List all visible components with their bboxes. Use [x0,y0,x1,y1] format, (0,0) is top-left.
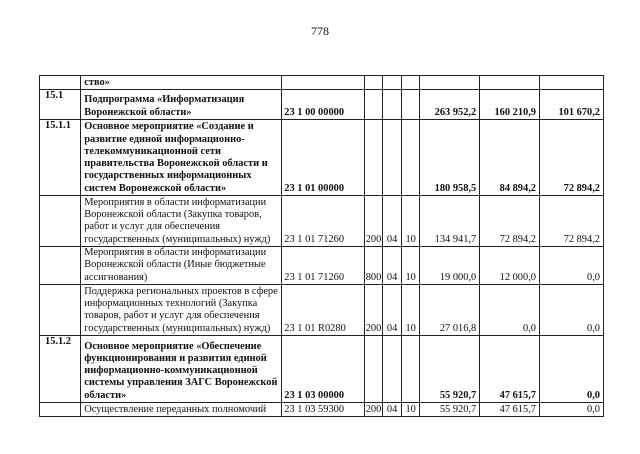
row-amount-year3: 101 670,2 [540,90,604,120]
row-section [383,90,402,120]
row-subsection [401,76,420,90]
row-amount-year2: 47 615,7 [480,336,540,403]
row-amount-year1: 27 016,8 [420,285,480,336]
row-amount-year2: 72 894,2 [480,196,540,247]
row-expense-type: 800 [364,247,383,285]
row-amount-year1: 180 958,5 [420,120,480,196]
table-row [40,403,604,417]
row-expense-type [364,120,383,196]
row-subsection: 10 [401,196,420,247]
table-row [40,90,604,120]
row-name: ство» [81,76,282,90]
row-amount-year3: 0,0 [540,285,604,336]
table-row [40,76,604,90]
row-code: 23 1 01 R0280 [282,285,364,336]
row-number [40,247,81,285]
table-row [40,120,604,196]
row-amount-year2: 47 615,7 [480,403,540,417]
row-section: 04 [383,196,402,247]
row-expense-type: 200 [364,196,383,247]
row-amount-year1: 19 000,0 [420,247,480,285]
row-amount-year1: 263 952,2 [420,90,480,120]
row-amount-year1: 55 920,7 [420,403,480,417]
row-subsection: 10 [401,403,420,417]
row-number [40,285,81,336]
row-code: 23 1 01 71260 [282,247,364,285]
row-expense-type: 200 [364,285,383,336]
row-code: 23 1 00 00000 [282,90,364,120]
row-amount-year2: 12 000,0 [480,247,540,285]
row-name: Подпрограмма «Информатизация Воронежской области» [81,90,282,120]
row-name: Основное мероприятие «Создание и развитие единой информационно-телекоммуникационной сети правительства Воронежской области и государственных информационных систем Воронежской области» [81,120,282,196]
row-section: 04 [383,403,402,417]
row-amount-year1: 55 920,7 [420,336,480,403]
row-subsection [401,336,420,403]
row-number [40,196,81,247]
row-amount-year3: 72 894,2 [540,120,604,196]
row-amount-year1 [420,76,480,90]
row-expense-type [364,76,383,90]
row-amount-year3: 0,0 [540,336,604,403]
row-name: Осуществление переданных полномочий [81,403,282,417]
row-subsection [401,90,420,120]
row-number: 15.1.1 [40,120,81,196]
row-code: 23 1 01 71260 [282,196,364,247]
row-amount-year3: 0,0 [540,247,604,285]
budget-table [39,75,604,417]
row-expense-type [364,336,383,403]
table-row [40,336,604,403]
row-section [383,76,402,90]
row-amount-year1: 134 941,7 [420,196,480,247]
row-number: 15.1.2 [40,336,81,403]
row-expense-type: 200 [365,403,382,415]
row-name: Основное мероприятие «Обеспечение функционирования и развития единой информационно-коммуникационной системы управления ЗАГС Воронежской области» [81,336,282,403]
row-amount-year3: 72 894,2 [540,196,604,247]
row-name: Мероприятия в области информатизации Воронежской области (Иные бюджетные ассигнования) [81,247,282,285]
row-code: 23 1 01 00000 [282,120,364,196]
row-subsection [401,120,420,196]
row-code [282,76,364,90]
row-section [383,120,402,196]
row-expense-type [364,90,383,120]
page-number: 778 [311,24,329,38]
row-amount-year3 [540,76,604,90]
row-amount-year2: 160 210,9 [480,90,540,120]
row-section [383,336,402,403]
row-number [40,76,81,90]
table-row [40,247,604,285]
row-amount-year2: 0,0 [480,285,540,336]
row-name: Мероприятия в области информатизации Воронежской области (Закупка товаров, работ и услуг для обеспечения государственных (муниципальных) нужд) [81,196,282,247]
row-code: 23 1 03 59300 [282,403,364,417]
row-code: 23 1 03 00000 [282,336,364,403]
row-number [40,403,81,417]
row-section: 04 [383,247,402,285]
row-section: 04 [383,285,402,336]
row-name: Поддержка региональных проектов в сфере информационных технологий (Закупка товаров, работ и услуг для обеспечения государственных (муниципальных) нужд) [81,285,282,336]
row-subsection: 10 [401,247,420,285]
table-row [40,285,604,336]
row-number: 15.1 [40,90,81,120]
row-amount-year2 [480,76,540,90]
table-row [40,196,604,247]
row-amount-year2: 84 894,2 [480,120,540,196]
row-amount-year3: 0,0 [540,403,604,417]
row-subsection: 10 [401,285,420,336]
